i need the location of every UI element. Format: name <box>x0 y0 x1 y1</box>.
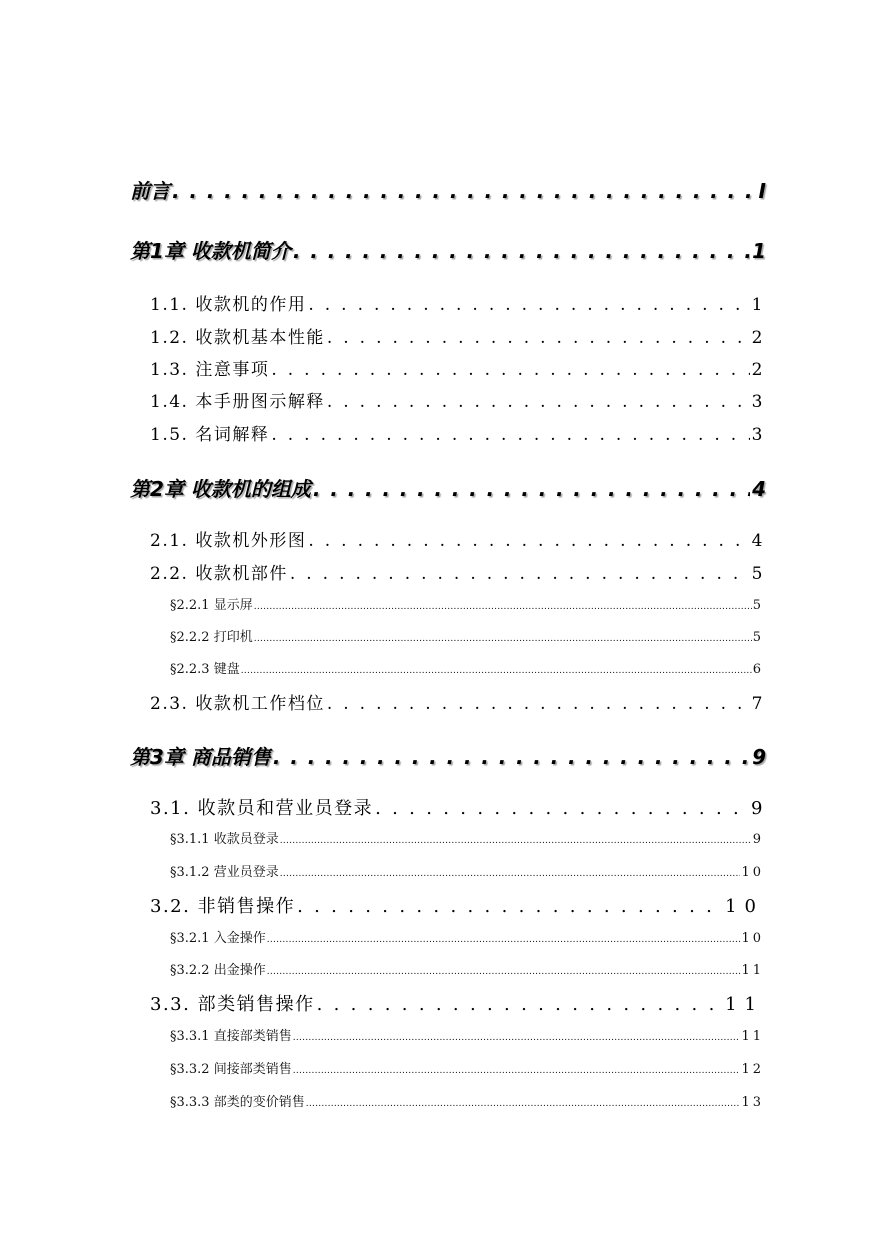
toc-entry-subsection-3-1-2[interactable] <box>170 861 764 881</box>
toc-entry-title: 3.3. 部类销售操作 <box>150 994 315 1015</box>
toc-entry-page: 10 <box>725 896 764 917</box>
toc-entry-title: §3.1.2 营业员登录 <box>170 865 279 880</box>
toc-entry-subsection-3-3-3[interactable] <box>170 1091 764 1111</box>
toc-entry-page: 5 <box>752 630 764 645</box>
toc-entry-page: 10 <box>741 931 764 946</box>
dot-leader <box>293 239 750 263</box>
toc-entry-title: 3.1. 收款员和营业员登录 <box>150 798 374 819</box>
toc-entry-title: 1.1. 收款机的作用 <box>150 295 307 315</box>
toc-entry-title: §2.2.1 显示屏 <box>170 598 253 613</box>
toc-entry-title: 1.3. 注意事项 <box>150 360 270 380</box>
toc-entry-page: 11 <box>725 994 764 1015</box>
toc-entry-subsection-2-2-3[interactable] <box>170 658 764 678</box>
toc-entry-section-3-3[interactable] <box>150 990 764 1014</box>
toc-entry-page: 6 <box>752 662 764 677</box>
toc-entry-chapter-2[interactable] <box>130 473 766 503</box>
toc-entry-title: 3.2. 非销售操作 <box>150 896 296 917</box>
toc-entry-page: 9 <box>752 832 764 847</box>
dot-leader <box>293 1029 741 1044</box>
toc-entry-title: §3.3.3 部类的变价销售 <box>170 1095 305 1110</box>
dot-leader <box>241 662 752 677</box>
toc-entry-section-1-5[interactable] <box>150 420 764 444</box>
toc-entry-chapter-3[interactable] <box>130 741 766 771</box>
toc-entry-page: 10 <box>741 865 764 880</box>
toc-entry-title: §3.1.1 收款员登录 <box>170 832 279 847</box>
toc-entry-title: §3.3.2 间接部类销售 <box>170 1062 292 1077</box>
toc-entry-title: 1.5. 名词解释 <box>150 425 270 445</box>
toc-entry-title: 第1章 收款机简介 <box>130 239 291 263</box>
dot-leader <box>280 865 741 880</box>
dot-leader <box>267 931 741 946</box>
toc-entry-title: 2.2. 收款机部件 <box>150 564 288 584</box>
toc-entry-page: 5 <box>752 598 764 613</box>
dot-leader <box>306 1095 741 1110</box>
dot-leader <box>313 477 750 501</box>
toc-entry-section-1-1[interactable] <box>150 290 764 314</box>
toc-entry-page: 12 <box>741 1062 764 1077</box>
toc-entry-title: 前言 <box>130 179 170 203</box>
toc-entry-title: 2.1. 收款机外形图 <box>150 531 307 551</box>
dot-leader <box>280 832 752 847</box>
dot-leader <box>172 179 757 203</box>
toc-entry-title: 2.3. 收款机工作档位 <box>150 694 325 714</box>
toc-entry-subsection-2-2-2[interactable] <box>170 626 764 646</box>
dot-leader <box>327 392 750 412</box>
toc-entry-section-2-3[interactable] <box>150 689 764 713</box>
dot-leader <box>327 694 750 714</box>
toc-entry-page: 3 <box>751 425 764 445</box>
toc-entry-title: §2.2.2 打印机 <box>170 630 253 645</box>
toc-entry-chapter-1[interactable] <box>130 235 766 265</box>
dot-leader <box>308 295 749 315</box>
dot-leader <box>297 896 723 917</box>
toc-entry-page: 13 <box>741 1095 764 1110</box>
toc-entry-title: 1.2. 收款机基本性能 <box>150 328 325 348</box>
dot-leader <box>273 745 750 769</box>
toc-entry-section-1-4[interactable] <box>150 387 764 411</box>
toc-entry-page: 5 <box>751 564 764 584</box>
toc-entry-title: §3.3.1 直接部类销售 <box>170 1029 292 1044</box>
dot-leader <box>254 630 752 645</box>
toc-entry-subsection-3-2-1[interactable] <box>170 927 764 947</box>
dot-leader <box>254 598 752 613</box>
dot-leader <box>290 564 750 584</box>
dot-leader <box>267 963 741 978</box>
dot-leader <box>271 425 749 445</box>
toc-entry-page: 2 <box>751 360 764 380</box>
toc-entry-section-3-1[interactable] <box>150 794 764 818</box>
toc-entry-page: 9 <box>751 798 764 819</box>
toc-entry-section-3-2[interactable] <box>150 892 764 916</box>
toc-entry-subsection-3-3-1[interactable] <box>170 1025 764 1045</box>
toc-entry-section-2-2[interactable] <box>150 559 764 583</box>
toc-entry-subsection-2-2-1[interactable] <box>170 594 764 614</box>
toc-entry-section-1-2[interactable] <box>150 323 764 347</box>
dot-leader <box>375 798 749 819</box>
toc-entry-page: 4 <box>752 477 766 501</box>
toc-entry-subsection-3-2-2[interactable] <box>170 959 764 979</box>
toc-entry-page: 2 <box>751 328 764 348</box>
toc-entry-page: 7 <box>751 694 764 714</box>
toc-entry-page: I <box>758 179 766 203</box>
toc-entry-page: 1 <box>752 239 766 263</box>
toc-entry-page: 4 <box>751 531 764 551</box>
toc-entry-page: 3 <box>751 392 764 412</box>
toc-entry-title: 第3章 商品销售 <box>130 745 271 769</box>
toc-entry-title: §3.2.2 出金操作 <box>170 963 266 978</box>
toc-entry-subsection-3-3-2[interactable] <box>170 1058 764 1078</box>
toc-entry-page: 1 <box>751 295 764 315</box>
toc-entry-page: 11 <box>741 1029 764 1044</box>
toc-entry-page: 9 <box>752 745 766 769</box>
dot-leader <box>327 328 750 348</box>
dot-leader <box>293 1062 741 1077</box>
toc-entry-title: 1.4. 本手册图示解释 <box>150 392 325 412</box>
toc-entry-title: §2.2.3 键盘 <box>170 662 240 677</box>
toc-entry-title: 第2章 收款机的组成 <box>130 477 311 501</box>
toc-entry-subsection-3-1-1[interactable] <box>170 828 764 848</box>
toc-entry-section-2-1[interactable] <box>150 526 764 550</box>
dot-leader <box>271 360 749 380</box>
dot-leader <box>317 994 724 1015</box>
dot-leader <box>308 531 749 551</box>
toc-entry-preface[interactable] <box>130 175 766 205</box>
toc-entry-section-1-3[interactable] <box>150 355 764 379</box>
toc-entry-title: §3.2.1 入金操作 <box>170 931 266 946</box>
toc-entry-page: 11 <box>741 963 764 978</box>
